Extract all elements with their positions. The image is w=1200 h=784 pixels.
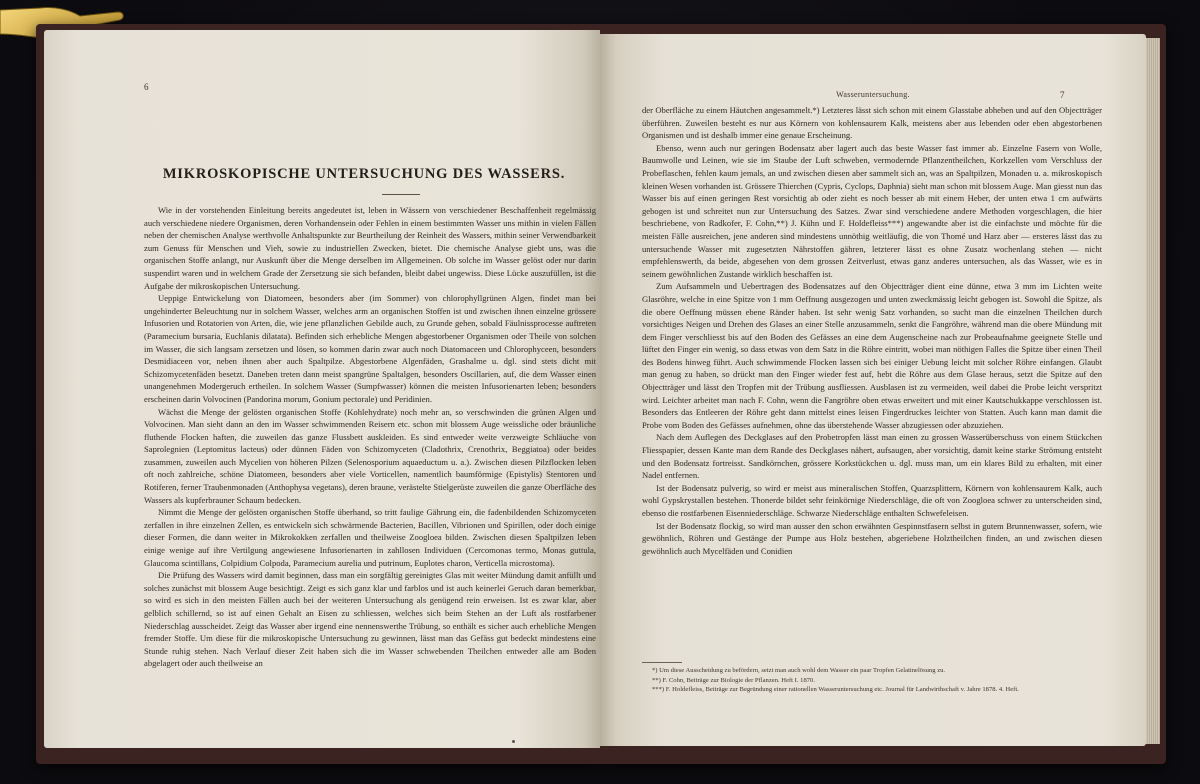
paragraph: Wie in der vorstehenden Einleitung bereits angedeutet ist, leben in Wässern von verschiedener Beschaffenheit regelmässig auch verschiedene niedere Organismen, deren Vorhandensein oder Fehlen in einem bestimmten Wasser uns mithin in vielen Fällen neben der chemischen Analyse werthvolle Anhaltspunkte zur Beurtheilung der Reinheit des Wassers, mithin seiner Verwendbarkeit zum Genuss für Menschen und Vieh, sowie zu industriellen Zwecken, bietet. Die chemische Analyse giebt uns, was die organischen Stoffe anlangt, nur Auskunft über die Menge derselben im Allgemeinen. Ob solche im Wasser gelöst oder nur darin suspendirt waren und in welchem Grade der Zersetzung sie sich befanden, bleibt dabei ungewiss. Diese Lücke auszufüllen, ist die Aufgabe der mikroskopischen Untersuchung. [144,205,596,291]
page-number-left: 6 [144,82,149,92]
running-head: Wasseruntersuchung. [836,90,910,99]
paragraph: Nimmt die Menge der gelösten organischen Stoffe überhand, so tritt faulige Gährung ein, die fadenbildenden Schizomyceten zerfallen in ihre einzelnen Zellen, es entwickeln sich schwärmende Bacterien, Bacillen, Vibrionen und Spirillen, oder doch einige dieser Formen, die dann weiter in Mikrokokken zerfallen und theilweise Zoogloea bilden. Zwischen diesen Spaltpilzen leben einige wenige auf ihre Vertilgung angewiesene Infusorienarten in zahllosen Individuen (Cercomonas termo, Monas guttula, Glaucoma scintillans, Colpidium Colpoda, Paramecium aurelia und putrinum, Euplotes charon, Verticella microstoma). [144,507,596,568]
footnote: ***) F. Holdefleiss, Beiträge zur Begründung einer rationellen Wasseruntersuchung etc. Journal für Landwirthschaft v. Jahre 1878. 4. Heft. [652,686,1019,694]
right-page [600,34,1146,746]
paragraph: Ist der Bodensatz flockig, so wird man ausser den schon erwähnten Gespinnstfasern selbst in gutem Brunnenwasser, sofern, wie gewöhnlich, Röhren und Gestänge der Pumpe aus Holz bestehen, abgeriebene Holztheilchen finden, an und zwischen diesen gewöhnlich auch Mycelfäden und Conidien [642,520,1102,556]
page-stack-edge [1146,38,1160,744]
left-page [44,30,600,748]
footnote-divider [642,662,682,663]
paragraph: Wächst die Menge der gelösten organischen Stoffe (Kohlehydrate) noch mehr an, so verschwinden die grünen Algen und Volvocinen. Man sieht dann an den im Wasser schwimmenden Reisern etc. schon mit blossem Auge weissliche oder bräunliche fluthende Flocken haften, die zuweilen das ganze Flussbett auskleiden. Es sind entweder weite verzweigte Schläuche von Saprolegnien (Leptomitus lacteus) oder dünnen Fäden von Schizomyceten (Cladothrix, Crenothrix, Beggiatoa) oder beides zusammen, zuweilen auch Mycelien von höheren Pilzen (Selenosporium aquaeductum u. a.). Zwischen diesen Pilzflocken leben oft noch zahlreiche, schöne Diatomeen, besonders aber viele Vorticellen, namentlich baumförmige (Epistylis) Stentoren und Rotiferen, ferner Traubenmonaden (Anthophysa vegetans), deren braune, verästelte Stielgerüste zuweilen die ganze Oberfläche des Wassers als kupferbrauner Schaum bedecken. [144,406,596,505]
footnote: *) Um diese Ausscheidung zu befördern, setzt man auch wohl dem Wasser ein paar Tropfen Gelatinelösung zu. [652,667,946,674]
chapter-title: MIKROSKOPISCHE UNTERSUCHUNG DES WASSERS. [162,166,566,182]
page-mark [512,740,515,743]
paragraph: Ist der Bodensatz pulverig, so wird er meist aus mineralischen Stoffen, Quarzsplittern, Körnern von kohlensaurem Kalk, auch wohl Gypskrystallen bestehen. Thonerde bildet sehr feinkörnige Niederschläge, die oft von Zoogloea schwer zu unterscheiden sind, ebenso die rostfarbenen Eisenniederschläge. Schwarze Niederschläge enthalten Schwefeleisen. [642,482,1102,518]
paragraph: Die Prüfung des Wassers wird damit beginnen, dass man ein sorgfältig gereinigtes Glas mit weiter Mündung damit anfüllt und solches zunächst mit blossem Auge besichtigt. Zeigt es sich ganz klar und farblos und ist auch keinerlei Geruch daran bemerkbar, so wird es sich in den meisten Fällen auch bei der weiteren Untersuchung als genügend rein erweisen. Ist es zwar klar, aber gelblich schillernd, so ist auf einen Gehalt an Eisen zu schliessen, welches sich beim Stehen an der Luft als rostfarbener Niederschlag ausscheidet. Zeigt das Wasser aber irgend eine nennenswerthe Trübung, so enthält es sicher auch erhebliche Mengen fremder Stoffe. Um diese für die mikroskopische Untersuchung zu gewinnen, lässt man das Gefäss gut bedeckt mindestens eine Stunde ruhig stehen. Nach Verlauf dieser Zeit haben sich die im Wasser schwebenden Theilchen entweder alle am Boden abgelagert oder auch theilweise an [144,570,596,669]
paragraph: Nach dem Auflegen des Deckglases auf den Probetropfen lässt man einen zu grossen Wasserüberschuss von einem Stückchen Fliesspapier, dessen Kante man dem Rande des Deckglases nähert, aufsaugen, aber vorsichtig, damit keine starke Strömung entsteht und den Bodensatz fortreisst. Sandkörnchen, grössere Korkstückchen u. dgl. muss man, um ein klares Bild zu erhalten, mit einer Nadel entfernen. [642,432,1102,481]
right-body-text [642,104,1102,557]
page-number-right: 7 [1060,90,1065,100]
paragraph: Ebenso, wenn auch nur geringen Bodensatz aber lagert auch das beste Wasser fast immer ab. Einzelne Fasern von Wolle, Baumwolle und Leinen, wie sie im Staube der Luft schweben, vermodernde Pflanzentheilchen, Korkzellen vom Verschluss der Probeflaschen, fehlen kaum jemals, an und zwischen diesen aber sammelt sich an, was an Spaltpilzen, Monaden u. a. mikroskopisch kleinen Wesen vorhanden ist. Grössere Thierchen (Cypris, Cyclops, Daphnia) sieht man schon mit blossem Auge. Man giesst nun das Wasser bis auf einen geringen Rest vorsichtig ab oder zieht es noch besser ab mit einem Heber, der unten etwa 1 cm aufwärts gebogen ist und schreitet nun zur Untersuchung des Satzes. Zwar sind verschiedene andere Methoden vorgeschlagen, die hier beschriebene, von Radkofer, F. Cohn,**) J. Kühn und F. Holdefleiss***) angewandte aber ist die einfachste und möchte für die meisten Fälle ausreichen, jene anderen sind mindestens unnöthig weitläufig, die von Thomé und Harz aber — ersteres lässt das zu untersuchende Wasser mit zugesetzten Nährstoffen gähren, letzterer lässt es ohne Zusatz wochenlang stehen — nicht empfehlenswerth, da beide, abgesehen von dem grossen Zeitverlust, etwas ganz anderes untersuchen, als das Wasser, wie es in seinem gewöhnlichen Zustande wirklich beschaffen ist. [642,142,1102,279]
footnotes [642,666,1102,695]
paragraph: der Oberfläche zu einem Häutchen angesammelt.*) Letzteres lässt sich schon mit einem Glasstabe abheben und auf den Objectträger überführen. Zuweilen besteht es nur aus Körnern von kohlensaurem Kalk, meistens aber aus lebenden oder eben abgestorbenen Organismen und ist deshalb immer eine genaue Erscheinung. [642,105,1102,141]
paragraph: Zum Aufsammeln und Uebertragen des Bodensatzes auf den Objectträger dient eine dünne, etwa 3 mm im Lichten weite Glasröhre, welche in eine Spitze von 1 mm Oeffnung ausgezogen und unten zweckmässig leicht gebogen ist. Sowohl die Spitze, als die obere Oeffnung müssen ebene Ränder haben. Ist sehr wenig Satz vorhanden, so sucht man die einzelnen Theilchen durch vorsichtiges Neigen und Drehen des Glases an einer Stelle anzusammeln, senkt die Fangröhre, während man die obere Mündung mit dem Finger verschliesst bis auf den Boden des Gefässes an eine dem Augenscheine nach zur Probeaufnahme geeignete Stelle und lüftet den Finger ein wenig, so dass etwas von dem Satz in die Röhre eintritt, wobei man nöthigen Falles die Spitze über einen Theil des Bodens hinweg führt. Auch schwimmende Flocken lassen sich bei einiger Uebung leicht mit solcher Röhre einfangen. Glaubt man genug zu haben, so drückt man den Finger wieder fest auf, hebt die Röhre aus dem Glase heraus, setzt die Spitze auf den Objectträger und lässt den Tropfen mit der Trübung ausfliessen. Ausblasen ist zu vermeiden, weil dabei die Probe leicht verspritzt wird. Leichter arbeitet man nach F. Cohn, wenn die Fangröhre oben etwas erweitert und mit einer Kautschukkappe verschlossen ist. Besonders das Entleeren der Röhre geht dann mittelst eines leisen Fingerdruckes leichter von Statten. Auch kann man damit die Probe vom Boden des Gefässes aufnehmen, ohne das überstehende Wasser abzugiessen oder abzuziehen. [642,281,1102,430]
paragraph: Ueppige Entwickelung von Diatomeen, besonders aber (im Sommer) von chlorophyllgrünen Algen, findet man bei ungehinderter Beleuchtung nur in solchem Wasser, welches arm an organischen Stoffen ist und zwischen ihnen einzelne grössere Infusorien und Rotatorien von Arten, die, wie jene pflanzlichen Gebilde auch, zu Grunde gehen, sobald Fäulnissprocesse auftreten (Paramecium bursaria, Euchlanis dilatata). Befinden sich erhebliche Mengen abgestorbener Organismen oder Theile von solchen im Wasser, die sich langsam zersetzen und lösen, so kommen darin zwar auch noch Diatomaceen und Chlorophyceen, besonders Desmidiaceen vor, neben ihnen aber auch Spaltpilze. Abgestorbene Algenfäden, Grashalme u. dgl. sind stets dicht mit Schizomycetenfäden besetzt. Daneben treten dann meist spangrüne Spaltalgen, besonders Oscillarien, auf, die dem Wasser einen unangenehmen Modergeruch ertheilen. In solchem Wasser (Sumpfwasser) können die meisten Infusorienarten leben; besonders erscheinen darin Volvocinen (Pandorina morum, Gonium pectorale) und Peridinien. [144,293,596,404]
footnote: **) F. Cohn, Beiträge zur Biologie der Pflanzen. Heft I. 1870. [652,676,815,684]
left-body-text [144,204,596,670]
title-divider [382,194,420,195]
